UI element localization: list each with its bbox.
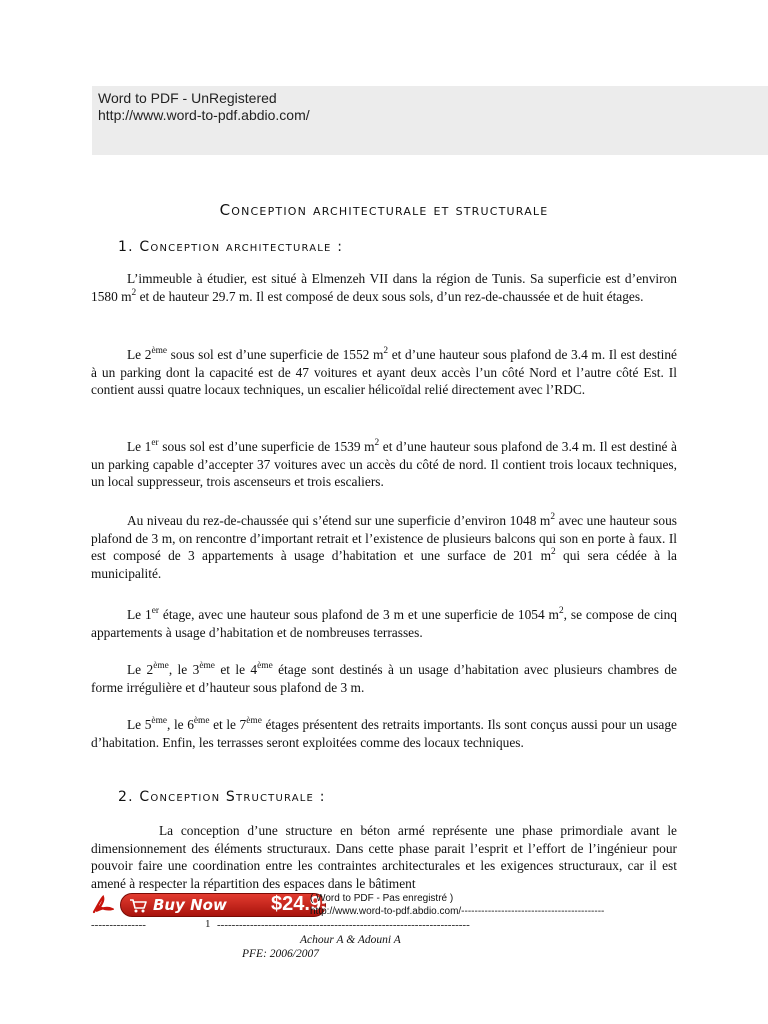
paragraph-second-basement: Le 2ème sous sol est d’une superficie de 1552 $m^2$ et d’une hauteur sous plafond de 3.4 m. Il est destiné à un parking dont la capacité est de 47 voitures et ayant deux accès l’un côté Nord et l’autre côté Est. Il contient aussi quatre locaux techniques, un escalier hélicoïdal relié directement avec l’RDC. <box>91 346 677 397</box>
paragraph-upper-floors: Le 2ème, le 3ème et le 4ème étage sont destinés à un usage d’habitation avec plusieurs chambres de forme irrégulière et d’hauteur sous plafond de 3 m. <box>91 661 677 695</box>
page-number: 1 <box>205 918 211 930</box>
buy-now-label: Buy Now <box>153 896 227 914</box>
buy-now-button[interactable] <box>120 893 333 917</box>
price-label: $24.95 <box>271 893 333 915</box>
banner-title: Word to PDF - UnRegistered <box>98 90 277 106</box>
footer-pfe-year: PFE: 2006/2007 <box>242 948 319 960</box>
paragraph-ground-floor: Au niveau du rez-de-chaussée qui s’étend sur une superficie d’environ 1048 $m^2$ avec une hauteur sous plafond de 3 m, on rencontre d’important retrait et l’existence de plusieurs balcons qui son en porte à faux. Il est composé de 3 appartements à usage d’habitation et une surface de 201 $m^2$ qui sera cédée à la municipalité. <box>91 512 677 581</box>
buy-now-bar <box>92 893 768 917</box>
pdf-logo-icon <box>92 895 114 915</box>
paragraph-first-floor: Le 1er étage, avec une hauteur sous plafond de 3 m et une superficie de 1054 $m^2$, se compose de cinq appartements à usage d’habitation et de nombreuses terrasses. <box>91 606 677 640</box>
footer-rule-left: --------------- <box>91 919 146 931</box>
section-heading-structure: 2. Conception Structurale : <box>118 789 326 805</box>
paragraph-first-basement: Le 1er sous sol est d’une superficie de 1539 $m^2$ et d’une hauteur sous plafond de 3.4 m. Il est destiné à un parking capable d’accepter 37 voitures avec un accès du côté de nord. Il contient trois locaux techniques, un local suppresseur, trois ascenseurs et trois escaliers. <box>91 438 677 489</box>
footer-authors: Achour A & Adouni A <box>300 934 401 946</box>
section-heading-architecture: 1. Conception architecturale : <box>118 239 344 255</box>
banner-url: http://www.word-to-pdf.abdio.com/ <box>98 107 310 123</box>
page-title: Conception architecturale et structurale <box>219 201 549 219</box>
watermark-not-registered: ( Word to PDF - Pas enregistré ) <box>310 893 454 904</box>
paragraph-intro: L’immeuble à étudier, est situé à Elmenzeh VII dans la région de Tunis. Sa superficie est d’environ 1580 $m^2$ et de hauteur 29.7 m. Il est composé de deux sous sols, d’un rez-de-chaussée et de huit étages. <box>91 271 677 304</box>
paragraph-structural-design: La conception d’une structure en béton armé représente une phase primordiale avant le dimensionnement des éléments structuraux. Dans cette phase parait l’esprit et l’effort de l’ingénieur pour pouvoir faire une coordination entre les contraintes architecturales et les exigences structuraux, car il est amené à respecter la répartition des espaces dans le bâtiment <box>91 823 677 891</box>
shopping-cart-icon <box>129 898 147 913</box>
footer-rule-right: --------------------------------------------------------------------- <box>217 919 470 931</box>
watermark-url-link[interactable]: http://www.word-to-pdf.abdio.com/------------------------------------------- <box>310 906 605 917</box>
paragraph-top-floors: Le 5ème, le 6ème et le 7ème étages présentent des retraits importants. Ils sont conçus aussi pour un usage d’habitation. Enfin, les terrasses seront exploitées comme des locaux techniques. <box>91 716 677 750</box>
watermark-banner <box>92 86 768 155</box>
